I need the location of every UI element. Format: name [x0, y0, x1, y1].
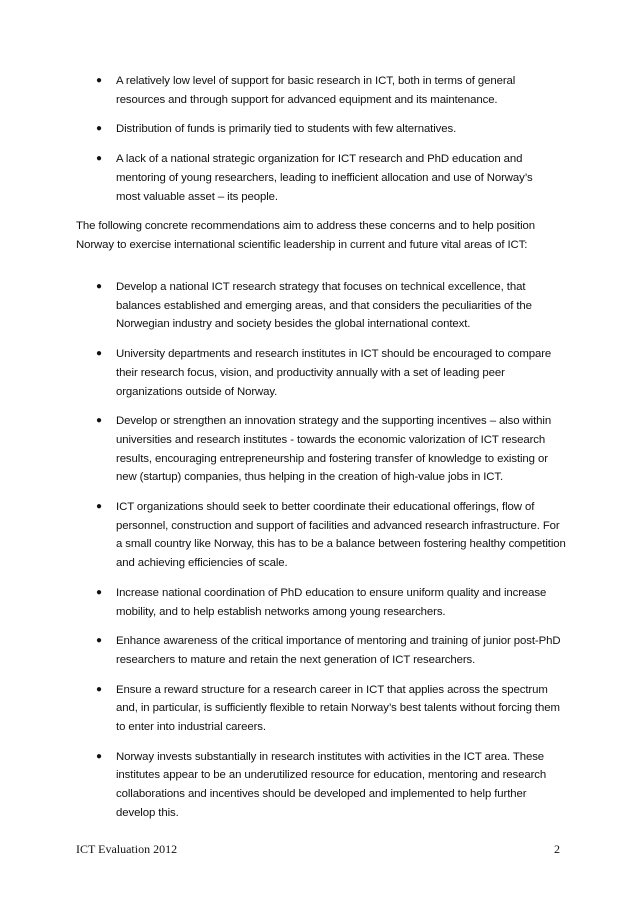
- page-number: 2: [554, 842, 560, 856]
- concern-text: A relatively low level of support for basic research in ICT, both in terms of general resources and through support for advanced equipment and its maintenance.: [116, 75, 516, 106]
- recommendation-text: Enhance awareness of the critical importance of mentoring and training of junior post-PhD researchers to mature and retain the next generation of ICT researchers.: [116, 635, 561, 666]
- bullet-icon: ●: [96, 75, 102, 86]
- bullet-icon: ●: [96, 750, 102, 762]
- intro-paragraph: The following concrete recommendations aim to address these concerns and to help position Norway to exercise international scientific leadership in current and future vital areas of ICT:: [76, 220, 536, 251]
- bullet-icon: ●: [96, 153, 102, 165]
- recommendation-item: [96, 345, 568, 401]
- bullet-icon: ●: [96, 635, 102, 647]
- concern-item: [96, 72, 556, 109]
- recommendation-item: [96, 278, 568, 334]
- recommendation-text: Norway invests substantially in research institutes with activities in the ICT area. These institutes appear to be an underutilized resource for education, mentoring and research collaborations and incentives should be developed and implemented to help further develop this.: [116, 750, 547, 819]
- recommendation-item: [96, 748, 568, 823]
- recommendation-item: [96, 681, 568, 737]
- recommendation-text: Develop or strengthen an innovation strategy and the supporting incentives – also within universities and research institutes - towards the economic valorization of ICT research results, encouraging entrepreneurship and fostering transfer of knowledge to existing or new (startup) companies, thus helping in the creation of high-value jobs in ICT.: [116, 415, 552, 484]
- bullet-icon: ●: [96, 501, 102, 513]
- recommendation-text: Ensure a reward structure for a research career in ICT that applies across the spectrum and, in particular, is sufficiently flexible to retain Norway’s best talents without forcing them to enter into industrial careers.: [116, 683, 560, 734]
- concern-item: [96, 120, 556, 139]
- recommendation-item: [96, 498, 568, 573]
- recommendation-item: [96, 584, 568, 621]
- concerns-list: [96, 72, 556, 217]
- recommendation-text: Develop a national ICT research strategy that focuses on technical excellence, that balances established and emerging areas, and that considers the peculiarities of the Norwegian industry and society besides the global international context.: [116, 281, 532, 331]
- bullet-icon: ●: [96, 586, 102, 598]
- recommendation-text: ICT organizations should seek to better coordinate their educational offerings, flow of personnel, construction and support of facilities and advanced research infrastructure. For a small country like Norway, this has to be a balance between fostering healthy competition and achieving efficiencies of scale.: [116, 501, 566, 570]
- bullet-icon: ●: [96, 123, 102, 135]
- recommendations-list: [96, 278, 568, 834]
- concern-text: A lack of a national strategic organization for ICT research and PhD education and mentoring of young researchers, leading to inefficient allocation and use of Norway’s most valuable asset – its people.: [116, 153, 533, 203]
- recommendation-text: Increase national coordination of PhD education to ensure uniform quality and increase mobility, and to help establish networks among young researchers.: [116, 586, 547, 618]
- bullet-icon: ●: [96, 348, 102, 360]
- bullet-icon: ●: [96, 683, 102, 695]
- concern-item: [96, 150, 556, 206]
- concern-text: Distribution of funds is primarily tied to students with few alternatives.: [116, 123, 457, 136]
- recommendation-text: University departments and research institutes in ICT should be encouraged to compare their research focus, vision, and productivity annually with a set of leading peer organizations outside of Norway.: [116, 348, 552, 398]
- bullet-icon: ●: [96, 415, 102, 427]
- bullet-icon: ●: [96, 281, 102, 292]
- recommendation-item: [96, 412, 568, 487]
- recommendation-item: [96, 632, 568, 669]
- footer-title: ICT Evaluation 2012: [76, 842, 178, 856]
